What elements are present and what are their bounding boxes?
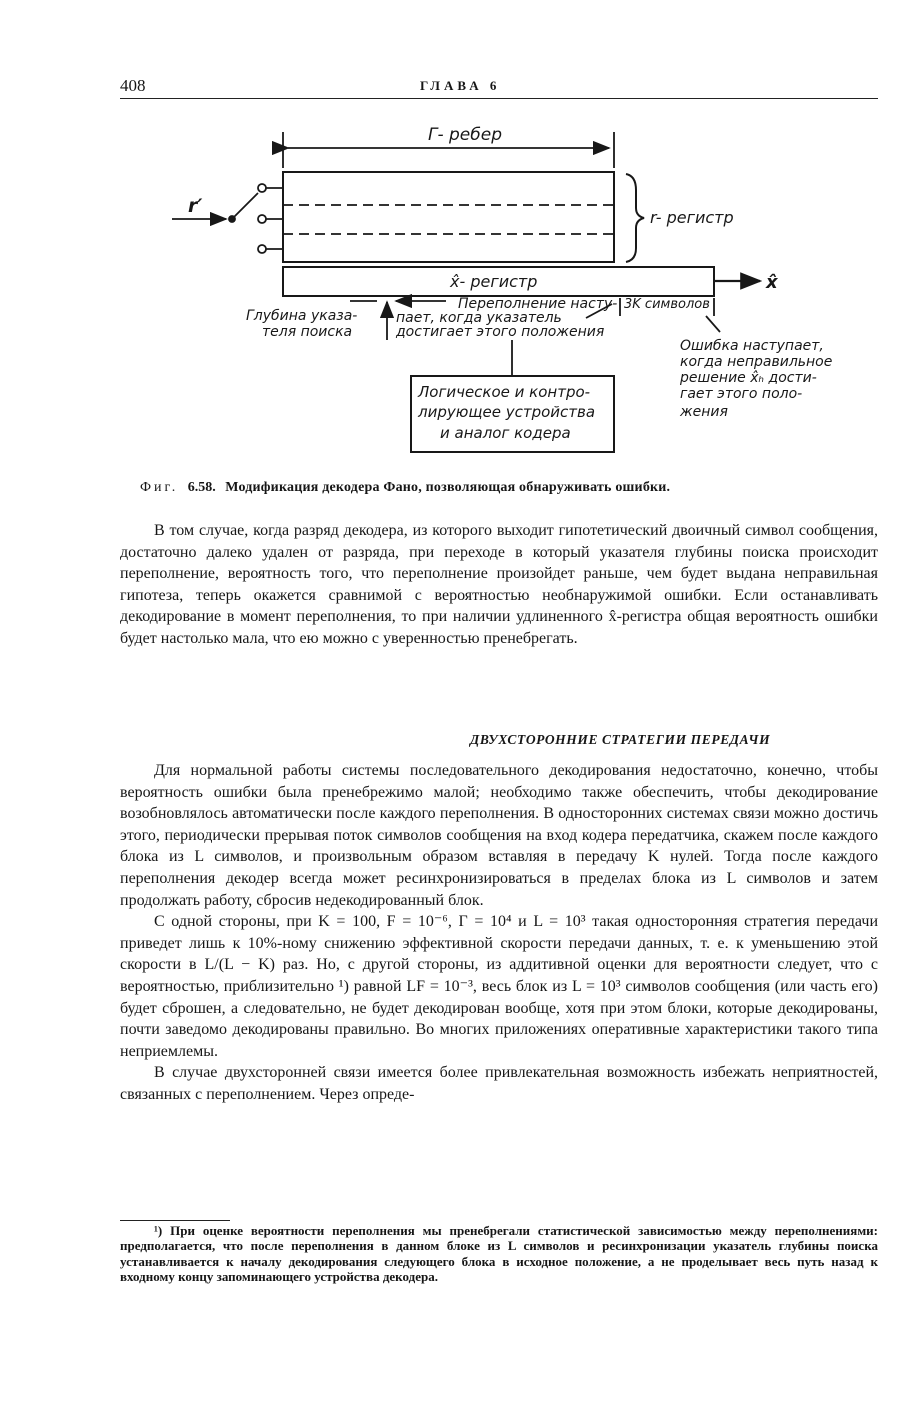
body-main: [120, 760, 878, 1106]
fano-decoder-figure: [0, 100, 909, 470]
register-box: [283, 172, 614, 262]
footnote-rule: [120, 1220, 230, 1221]
running-head: ГЛАВА 6: [420, 78, 501, 93]
paragraph-4: В случае двухсторонней связи имеется более привлекательная возможность избежать неприятностей, связанных с переполнением. Через опреде-: [120, 1064, 878, 1103]
paragraph-1: В том случае, когда разряд декодера, из которого выходит гипотетический двоичный символ сообщения, достаточно далеко удален от разряда, при переходе в который указателя глубины поиска происходит переполнение, вероятность того, что переполнение произойдет раньше, чем будет выдана неправильная гипотеза, теперь окажется сравнимой с вероятностью необнаружимой ошибки. Если останавливать декодирование в момент переполнения, то при наличии удлиненного x̂-регистра общая вероятность ошибки будет настолько мала, что ею можно с уверенностью пренебрегать.: [120, 522, 878, 647]
page-number: 408: [120, 76, 146, 95]
header-rule: [120, 98, 878, 99]
footnote: ¹) При оценке вероятности переполнения мы пренебрегали статистической зависимостью между переполнениями: предполагается, что после переполнения в данном блоке из L символов и ресинхронизации указатель глубины поиска устанавливается к началу декодирования следующего блока в исходное положение, а не проделывает весь путь назад к входному концу запоминающего устройства декодера.: [120, 1223, 878, 1285]
switch-blade: [232, 193, 258, 219]
error-note: Ошибка наступает, когда неправильное решение x̂ₕ дости- гает этого поло- жения: [680, 338, 833, 420]
caption-label: Фиг.: [140, 480, 179, 495]
paragraph-3: С одной стороны, при K = 100, F = 10⁻⁶, Г = 10⁴ и L = 10³ такая односторонняя стратегия передачи приведет лишь к 10%-ному снижению эффективной скорости передачи данных, т. е. к уменьшению этой скорости в L/(L − K) раз. Но, с другой стороны, из аддитивной оценки для вероятности следует, что с вероятностью, приблизительно ¹) равной LF = 10⁻³, весь блок из L = 10³ символов сообщения (или часть его) будет сброшен, а следовательно, не будет декодирован вообще, хотя при этом блоки, которые декодированы, почти заведомо декодированы правильно. Во многих приложениях оперативные характеристики такого типа неприемлемы.: [120, 913, 878, 1060]
r-register-brace: [626, 174, 644, 262]
caption-text: Модификация декодера Фано, позволяющая обнаруживать ошибки.: [225, 480, 671, 495]
r-prime-label: r′: [188, 195, 203, 217]
figure-caption: [140, 480, 880, 496]
depth-pointer-label: Глубина указа- теля поиска: [246, 308, 358, 340]
paragraph-2: Для нормальной работы системы последовательного декодирования недостаточно, конечно, чтобы вероятность ошибки была пренебрежимо малой; необходимо также обеспечить, чтобы декодирование возобновлялось автоматически после каждого переполнения. В односторонних системах связи можно достичь этого, периодически прерывая поток символов сообщения на вход кодера передатчика, скажем после каждого блока из L символов, и произвольным образом вставляя в передачу K нулей. Тогда после каждого переполнения декодер всегда может ресинхронизироваться в пределах блока из L символов и затем продолжать работу, сбросив недекодированный блок.: [120, 762, 878, 909]
input-contact-1: [258, 184, 266, 192]
section-heading: ДВУХСТОРОННИЕ СТРАТЕГИИ ПЕРЕДАЧИ: [470, 732, 771, 747]
error-pointer-line: [706, 316, 720, 332]
body-top: [120, 520, 878, 650]
three-k-label: 3K символов: [624, 297, 710, 312]
x-register-label: x̂- регистр: [450, 272, 538, 291]
r-register-label: r- регистр: [650, 208, 734, 227]
caption-number: 6.58.: [187, 480, 216, 495]
logic-unit-label: Логическое и контро- лирующее устройства и аналог кодера: [418, 383, 596, 442]
input-contact-3: [258, 245, 266, 253]
overflow-label: Переполнение насту- пает, когда указатель достигает этого положения: [396, 296, 618, 340]
input-contact-2: [258, 215, 266, 223]
x-output-label: x̂: [766, 272, 778, 293]
gamma-reader-label: Г- ребер: [428, 125, 502, 145]
